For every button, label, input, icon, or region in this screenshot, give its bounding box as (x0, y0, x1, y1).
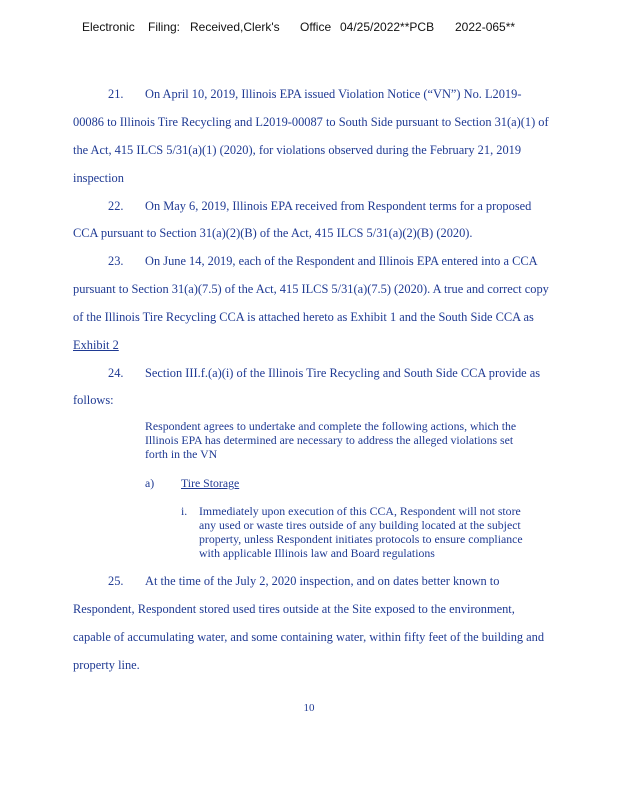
paragraph-line: the Act, 415 ILCS 5/31(a)(1) (2020), for violations observed during the February 21, 2019 (73, 143, 522, 157)
paragraph-line: On May 6, 2019, Illinois EPA received from Respondent terms for a proposed (145, 199, 532, 213)
item-line: with applicable Illinois law and Board regulations (199, 546, 435, 560)
paragraph-number: 21. (108, 87, 124, 101)
paragraph-line: 00086 to Illinois Tire Recycling and L2019-00087 to South Side pursuant to Section 31(a)(1) of (73, 115, 549, 129)
paragraph-line: Respondent, Respondent stored used tires outside at the Site exposed to the environment, (73, 602, 515, 616)
paragraph-line: At the time of the July 2, 2020 inspection, and on dates better known to (145, 574, 500, 588)
item-line: property, unless Respondent initiates protocols to ensure compliance (199, 532, 523, 546)
quote-line: Respondent agrees to undertake and complete the following actions, which the (145, 419, 517, 433)
paragraph-line: On April 10, 2019, Illinois EPA issued Violation Notice (“VN”) No. L2019- (145, 87, 522, 101)
item-label: i. (181, 504, 188, 518)
paragraph-number: 23. (108, 254, 124, 268)
paragraph-number: 24. (108, 366, 124, 380)
paragraph-number: 25. (108, 574, 124, 588)
paragraph-line: pursuant to Section 31(a)(7.5) of the Act, 415 ILCS 5/31(a)(7.5) (2020). A true and correct copy (73, 282, 549, 296)
item-line: any used or waste tires outside of any building located at the subject (199, 518, 521, 532)
subsection-label: a) (145, 476, 155, 490)
paragraph-line: CCA pursuant to Section 31(a)(2)(B) of the Act, 415 ILCS 5/31(a)(2)(B) (2020). (73, 226, 473, 240)
paragraph-number: 22. (108, 199, 124, 213)
quote-line: forth in the VN (145, 447, 218, 461)
header-date: 04/25/2022**PCB (340, 20, 435, 34)
header-electronic: Electronic (82, 20, 135, 34)
paragraph-line: of the Illinois Tire Recycling CCA is attached hereto as Exhibit 1 and the South Side CCA as (73, 310, 534, 324)
paragraph-line: property line. (73, 658, 140, 672)
filing-header (0, 20, 618, 36)
page-number: 10 (303, 702, 315, 714)
paragraph-line: Section III.f.(a)(i) of the Illinois Tire Recycling and South Side CCA provide as (145, 366, 541, 380)
item-line: Immediately upon execution of this CCA, Respondent will not store (199, 504, 521, 518)
exhibit-2-link[interactable]: Exhibit 2 (73, 338, 119, 352)
quote-line: Illinois EPA has determined are necessary to address the alleged violations set (145, 433, 514, 447)
paragraph-line: On June 14, 2019, each of the Respondent and Illinois EPA entered into a CCA (145, 254, 538, 268)
paragraph-line: inspection (73, 171, 124, 185)
header-office: Office (300, 20, 332, 34)
paragraph-line: follows: (73, 393, 114, 407)
header-filing: Filing: (148, 20, 181, 34)
header-received: Received,Clerk's (190, 20, 280, 34)
paragraph-line: capable of accumulating water, and some containing water, within fifty feet of the building and (73, 630, 545, 644)
header-case-number: 2022-065** (455, 20, 516, 34)
subsection-heading: Tire Storage (181, 476, 240, 490)
